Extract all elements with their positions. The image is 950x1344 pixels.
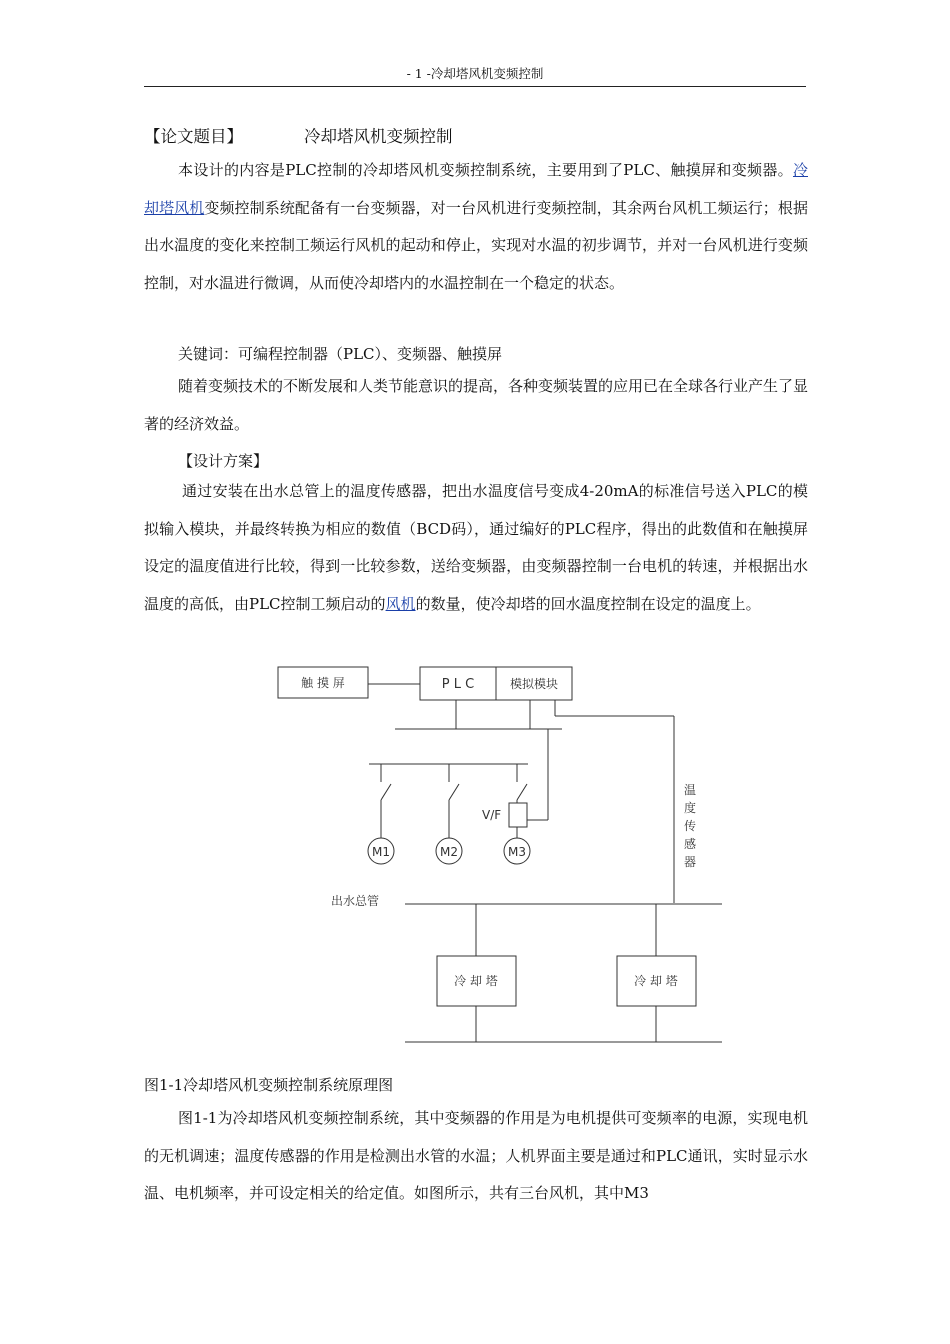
temp-sensor-char-1: 温 bbox=[683, 783, 697, 797]
page-header-text: - 1 -冷却塔风机变频控制 bbox=[406, 66, 544, 81]
abstract-text-2: 变频控制系统配备有一台变频器，对一台风机进行变频控制，其余两台风机工频运行；根据出水温度的变化来控制工频运行风机的起动和停止，实现对水温的初步调节，并对一台风机进行变频控制，对水温进行微调，从而使冷却塔内的水温控制在一个稳定的状态。 bbox=[144, 198, 808, 292]
explanation-paragraph: 图1-1为冷却塔风机变频控制系统，其中变频器的作用是为电机提供可变频率的电源，实现电机的无机调速；温度传感器的作用是检测出水管的水温；人机界面主要是通过和PLC通讯，实时显示水温、电机频率，并可设定相关的给定值。如图所示，共有三台风机，其中M3 bbox=[144, 1109, 808, 1202]
motor-m2-label: M2 bbox=[440, 845, 458, 859]
design-heading: 【设计方案】 bbox=[178, 452, 269, 470]
temp-sensor-char-4: 感 bbox=[683, 837, 697, 851]
analog-module-label: 模拟模块 bbox=[509, 677, 559, 691]
cooling-tower-fan-link[interactable]: 冷却塔风机 bbox=[144, 161, 808, 217]
cooling-tower-2-label: 冷 却 塔 bbox=[634, 974, 678, 988]
keywords: 关键词：可编程控制器（PLC）、变频器、触摸屏 bbox=[178, 345, 503, 363]
plc-label: P L C bbox=[441, 677, 475, 692]
abstract-text-1: 本设计的内容是PLC控制的冷却塔风机变频控制系统，主要用到了PLC、触摸屏和变频器。 bbox=[178, 161, 793, 179]
temp-sensor-char-3: 传 bbox=[683, 819, 697, 833]
title-label: 【论文题目】 bbox=[144, 127, 243, 146]
vf-box bbox=[509, 803, 527, 827]
vf-label: V/F bbox=[482, 808, 502, 822]
motor-m1-label: M1 bbox=[372, 845, 390, 859]
touch-screen-label: 触 摸 屏 bbox=[301, 676, 345, 690]
paper-title: 冷却塔风机变频控制 bbox=[304, 127, 453, 146]
temp-sensor-char-5: 器 bbox=[683, 855, 697, 869]
intro-paragraph: 随着变频技术的不断发展和人类节能意识的提高，各种变频装置的应用已在全球各行业产生了显著的经济效益。 bbox=[144, 377, 809, 433]
motor-m3-label: M3 bbox=[508, 845, 526, 859]
outlet-pipe-label: 出水总管 bbox=[331, 894, 380, 908]
cooling-tower-1-label: 冷 却 塔 bbox=[454, 974, 498, 988]
design-text-2: 的数量，使冷却塔的回水温度控制在设定的温度上。 bbox=[415, 594, 761, 613]
figure-caption: 图1-1冷却塔风机变频控制系统原理图 bbox=[144, 1076, 394, 1094]
design-text-1: 通过安装在出水总管上的温度传感器，把出水温度信号变成4-20mA的标准信号送入PLC的模拟输入模块，并最终转换为相应的数值（BCD码），通过编好的PLC程序，得出的此数值和在触摸屏设定的温度值进行比较，得到一比较参数，送给变频器，由变频器控制一台电机的转速，并根据出水温度的高低，由PLC控制工频启动的 bbox=[144, 482, 808, 613]
temp-sensor-char-2: 度 bbox=[683, 801, 697, 815]
fan-link[interactable]: 风机 bbox=[385, 594, 416, 613]
